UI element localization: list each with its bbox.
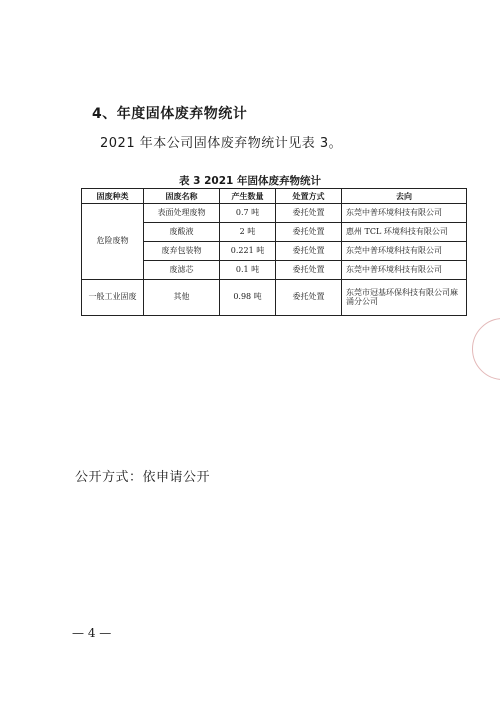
waste-name-cell: 废酸液 xyxy=(144,223,220,242)
table-row xyxy=(82,204,467,223)
amount-cell: 0.1 吨 xyxy=(220,261,276,280)
waste-name-cell: 废滤芯 xyxy=(144,261,220,280)
destination-cell: 东莞市冠基环保科技有限公司麻涌分公司 xyxy=(342,280,467,316)
seal-stamp-icon xyxy=(472,318,500,380)
header-method: 处置方式 xyxy=(276,189,342,204)
method-cell: 委托处置 xyxy=(276,242,342,261)
amount-cell: 2 吨 xyxy=(220,223,276,242)
amount-cell: 0.221 吨 xyxy=(220,242,276,261)
page-number: — 4 — xyxy=(72,626,112,640)
category-cell: 危险废物 xyxy=(82,204,144,280)
destination-cell: 东莞中普环境科技有限公司 xyxy=(342,261,467,280)
amount-cell: 0.7 吨 xyxy=(220,204,276,223)
section-heading: 4、年度固体废弃物统计 xyxy=(92,106,248,122)
destination-cell: 东莞中普环境科技有限公司 xyxy=(342,204,467,223)
table-header-row xyxy=(82,189,467,204)
method-cell: 委托处置 xyxy=(276,280,342,316)
waste-statistics-table xyxy=(81,188,467,316)
table-caption: 表 3 2021 年固体废弃物统计 xyxy=(179,175,321,187)
header-destination: 去向 xyxy=(342,189,467,204)
disclosure-method: 公开方式：依申请公开 xyxy=(75,470,211,485)
method-cell: 委托处置 xyxy=(276,261,342,280)
table-row xyxy=(82,280,467,316)
header-category: 固废种类 xyxy=(82,189,144,204)
waste-name-cell: 其他 xyxy=(144,280,220,316)
category-cell: 一般工业固废 xyxy=(82,280,144,316)
header-name: 固废名称 xyxy=(144,189,220,204)
header-amount: 产生数量 xyxy=(220,189,276,204)
section-intro: 2021 年本公司固体废弃物统计见表 3。 xyxy=(100,136,343,151)
destination-cell: 东莞中普环境科技有限公司 xyxy=(342,242,467,261)
method-cell: 委托处置 xyxy=(276,204,342,223)
waste-name-cell: 表面处理废物 xyxy=(144,204,220,223)
method-cell: 委托处置 xyxy=(276,223,342,242)
destination-cell: 惠州 TCL 环境科技有限公司 xyxy=(342,223,467,242)
waste-name-cell: 废弃包装物 xyxy=(144,242,220,261)
amount-cell: 0.98 吨 xyxy=(220,280,276,316)
